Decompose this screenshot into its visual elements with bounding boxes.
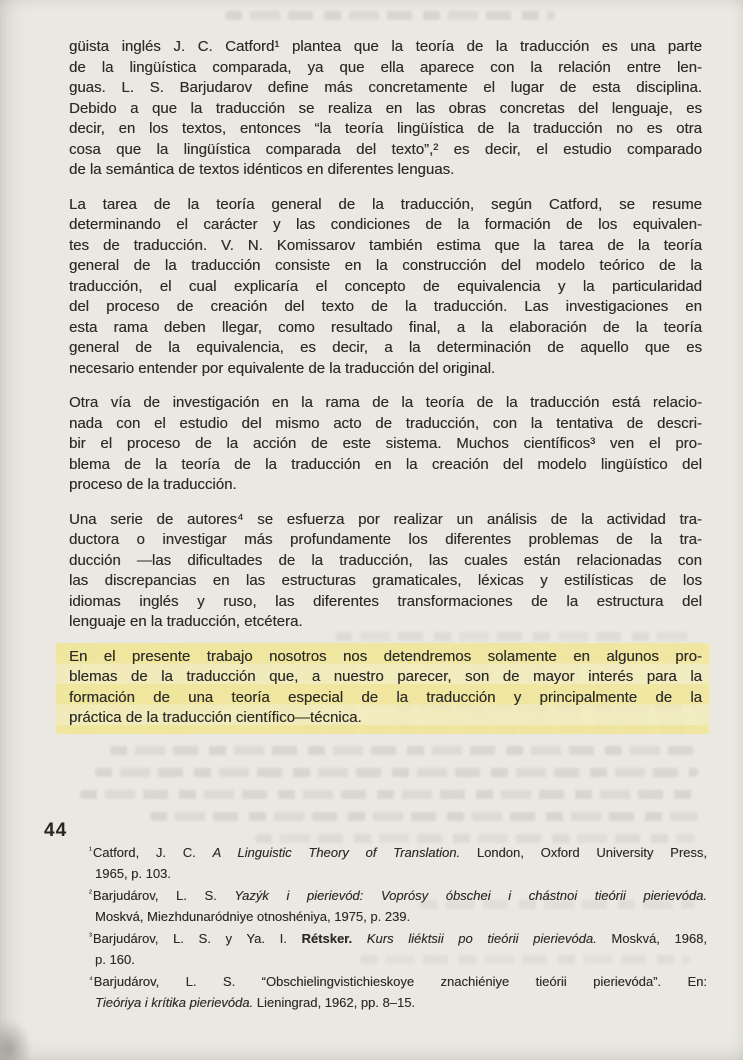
paragraph-highlighted	[56, 643, 709, 734]
bleedthrough-artifact	[110, 746, 698, 755]
text-line: tes de traducción. V. N. Komissarov también estima que la tarea de la teoría	[69, 236, 702, 254]
footnote-marker: ²	[89, 887, 92, 898]
bleedthrough-artifact	[95, 768, 698, 777]
footnote-text-segment: Rétsker.	[301, 931, 353, 946]
text-line: traducción, el cual explicaría el concepto de equivalencia y la particularidad	[69, 277, 702, 295]
footnote-text-segment	[352, 931, 367, 946]
text-line: En el presente trabajo nosotros nos detendremos solamente en algunos pro-	[69, 647, 702, 665]
text-line: del proceso de creación del texto de la traducción. Las investigaciones en	[69, 298, 702, 315]
footnote-marker: ⁴	[89, 973, 93, 984]
footnote-line	[95, 907, 707, 927]
text-line: de la lingüística comparada, ya que ella aparece con la relación entre len-	[69, 58, 702, 76]
footnote-text-segment: 1965, p. 103.	[95, 866, 171, 881]
bleedthrough-artifact	[150, 812, 698, 821]
text-line: proceso de la traducción.	[69, 476, 237, 493]
footnote	[89, 972, 707, 1013]
paragraph	[69, 510, 702, 633]
footnote-text-segment: Tieóriya i krítika pierievóda.	[95, 995, 254, 1010]
text-line: decir, en los textos, entonces “la teoría lingüística de la traducción no es otra	[69, 120, 702, 137]
text-line: necesario entender por equivalente de la traducción del original.	[69, 359, 496, 377]
footnote-line	[95, 864, 707, 884]
footnote-text-segment: p. 160.	[95, 952, 135, 967]
text-line: las discrepancias en las estructuras gramaticales, léxicas y estilísticas de los	[69, 572, 702, 589]
text-line: formación de una teoría especial de la traducción y principalmente de la	[69, 688, 702, 706]
footnote-text-segment: London, Oxford University Press,	[460, 845, 707, 860]
footnote-line	[89, 886, 707, 907]
text-line: ducción —las dificultades de la traducción, las cuales están relacionadas con	[69, 551, 702, 569]
page-number: 44	[44, 820, 68, 841]
footnote-line	[95, 950, 707, 970]
footnote-text-segment: Moskvá, Miezhdunaródniye otnoshéniya, 1975, p. 239.	[95, 909, 411, 924]
text-line: güista inglés J. C. Catford¹ plantea que la teoría de la traducción es una parte	[69, 38, 702, 55]
footnotes	[89, 843, 707, 1015]
body-text	[69, 37, 702, 734]
footnote-marker: ³	[89, 930, 92, 941]
text-line: cosa que la lingüística comparada del texto”,² es decir, el estudio comparado	[69, 140, 702, 158]
footnote-line	[89, 972, 707, 993]
text-line: bir el proceso de la acción de este sistema. Muchos científicos³ ven el pro-	[69, 435, 702, 452]
text-line: lenguaje en la traducción, etcétera.	[69, 613, 303, 630]
footnote-line	[89, 843, 707, 864]
bleedthrough-artifact	[255, 834, 695, 843]
text-line: blema de la teoría de la traducción en la creación del modelo lingüístico del	[69, 455, 702, 473]
text-line: ductora o investigar más profundamente los diferentes problemas de la tra-	[69, 531, 702, 548]
paragraph	[69, 195, 702, 380]
scan-corner-shadow	[0, 1020, 32, 1060]
text-line: Otra vía de investigación en la rama de la teoría de la traducción está relacio-	[69, 394, 702, 411]
footnote	[89, 929, 707, 970]
text-line: La tarea de la teoría general de la traducción, según Catford, se resume	[69, 195, 702, 213]
text-line: nada con el estudio del mismo acto de traducción, con la tentativa de descri-	[69, 414, 702, 432]
footnote-text-segment: Kurs liéktsii po tieórii pierievóda.	[366, 931, 597, 946]
text-line: determinando el carácter y las condiciones de la formación de los equivalen-	[69, 216, 702, 233]
text-line: general de la equivalencia, es decir, a la determinación de aquello que es	[69, 339, 702, 356]
bleedthrough-artifact	[80, 790, 698, 799]
paragraph	[69, 393, 702, 496]
footnote	[89, 843, 707, 884]
text-line: idiomas inglés y ruso, las diferentes transformaciones de la estructura del	[69, 592, 702, 610]
footnote-line	[95, 993, 707, 1013]
footnote-text-segment: Lieningrad, 1962, pp. 8–15.	[253, 995, 416, 1010]
footnote-text-segment: A Linguistic Theory of Translation.	[212, 845, 461, 860]
text-line: Debido a que la traducción se realiza en las obras concretas del lenguaje, es	[69, 99, 702, 117]
footnote-text-segment: Barjudárov, L. S.	[92, 888, 235, 903]
footnote	[89, 886, 707, 927]
text-line: de la semántica de textos idénticos en diferentes lenguas.	[69, 161, 455, 178]
bleedthrough-artifact	[225, 11, 555, 20]
text-line: blemas de la traducción que, a nuestro parecer, son de mayor interés para la	[69, 668, 702, 685]
footnote-text-segment: Barjudárov, L. S. y Ya. I.	[92, 931, 302, 946]
footnote-text-segment: Barjudárov, L. S. “Obschielingvistichieskoye znachiéniye tieórii pierievóda”. En:	[93, 974, 707, 989]
text-line: esta rama deben llegar, como resultado final, a la elaboración de la teoría	[69, 318, 702, 336]
text-line: Una serie de autores⁴ se esfuerza por realizar un análisis de la actividad tra-	[69, 510, 702, 528]
footnote-marker: ¹	[89, 844, 92, 855]
text-line: general de la traducción consiste en la construcción del modelo teórico de la	[69, 257, 702, 274]
footnote-text-segment: Catford, J. C.	[92, 845, 213, 860]
footnote-text-segment: Moskvá, 1968,	[596, 931, 707, 946]
footnote-text-segment: Yazýk i pierievód: Voprósy óbschei i chástnoi tieórii pierievóda.	[234, 888, 707, 903]
paragraph	[69, 37, 702, 181]
footnote-line	[89, 929, 707, 950]
text-line: guas. L. S. Barjudarov define más concretamente el lugar de esta disciplina.	[69, 79, 702, 96]
text-line: práctica de la traducción científico—técnica.	[69, 709, 362, 726]
